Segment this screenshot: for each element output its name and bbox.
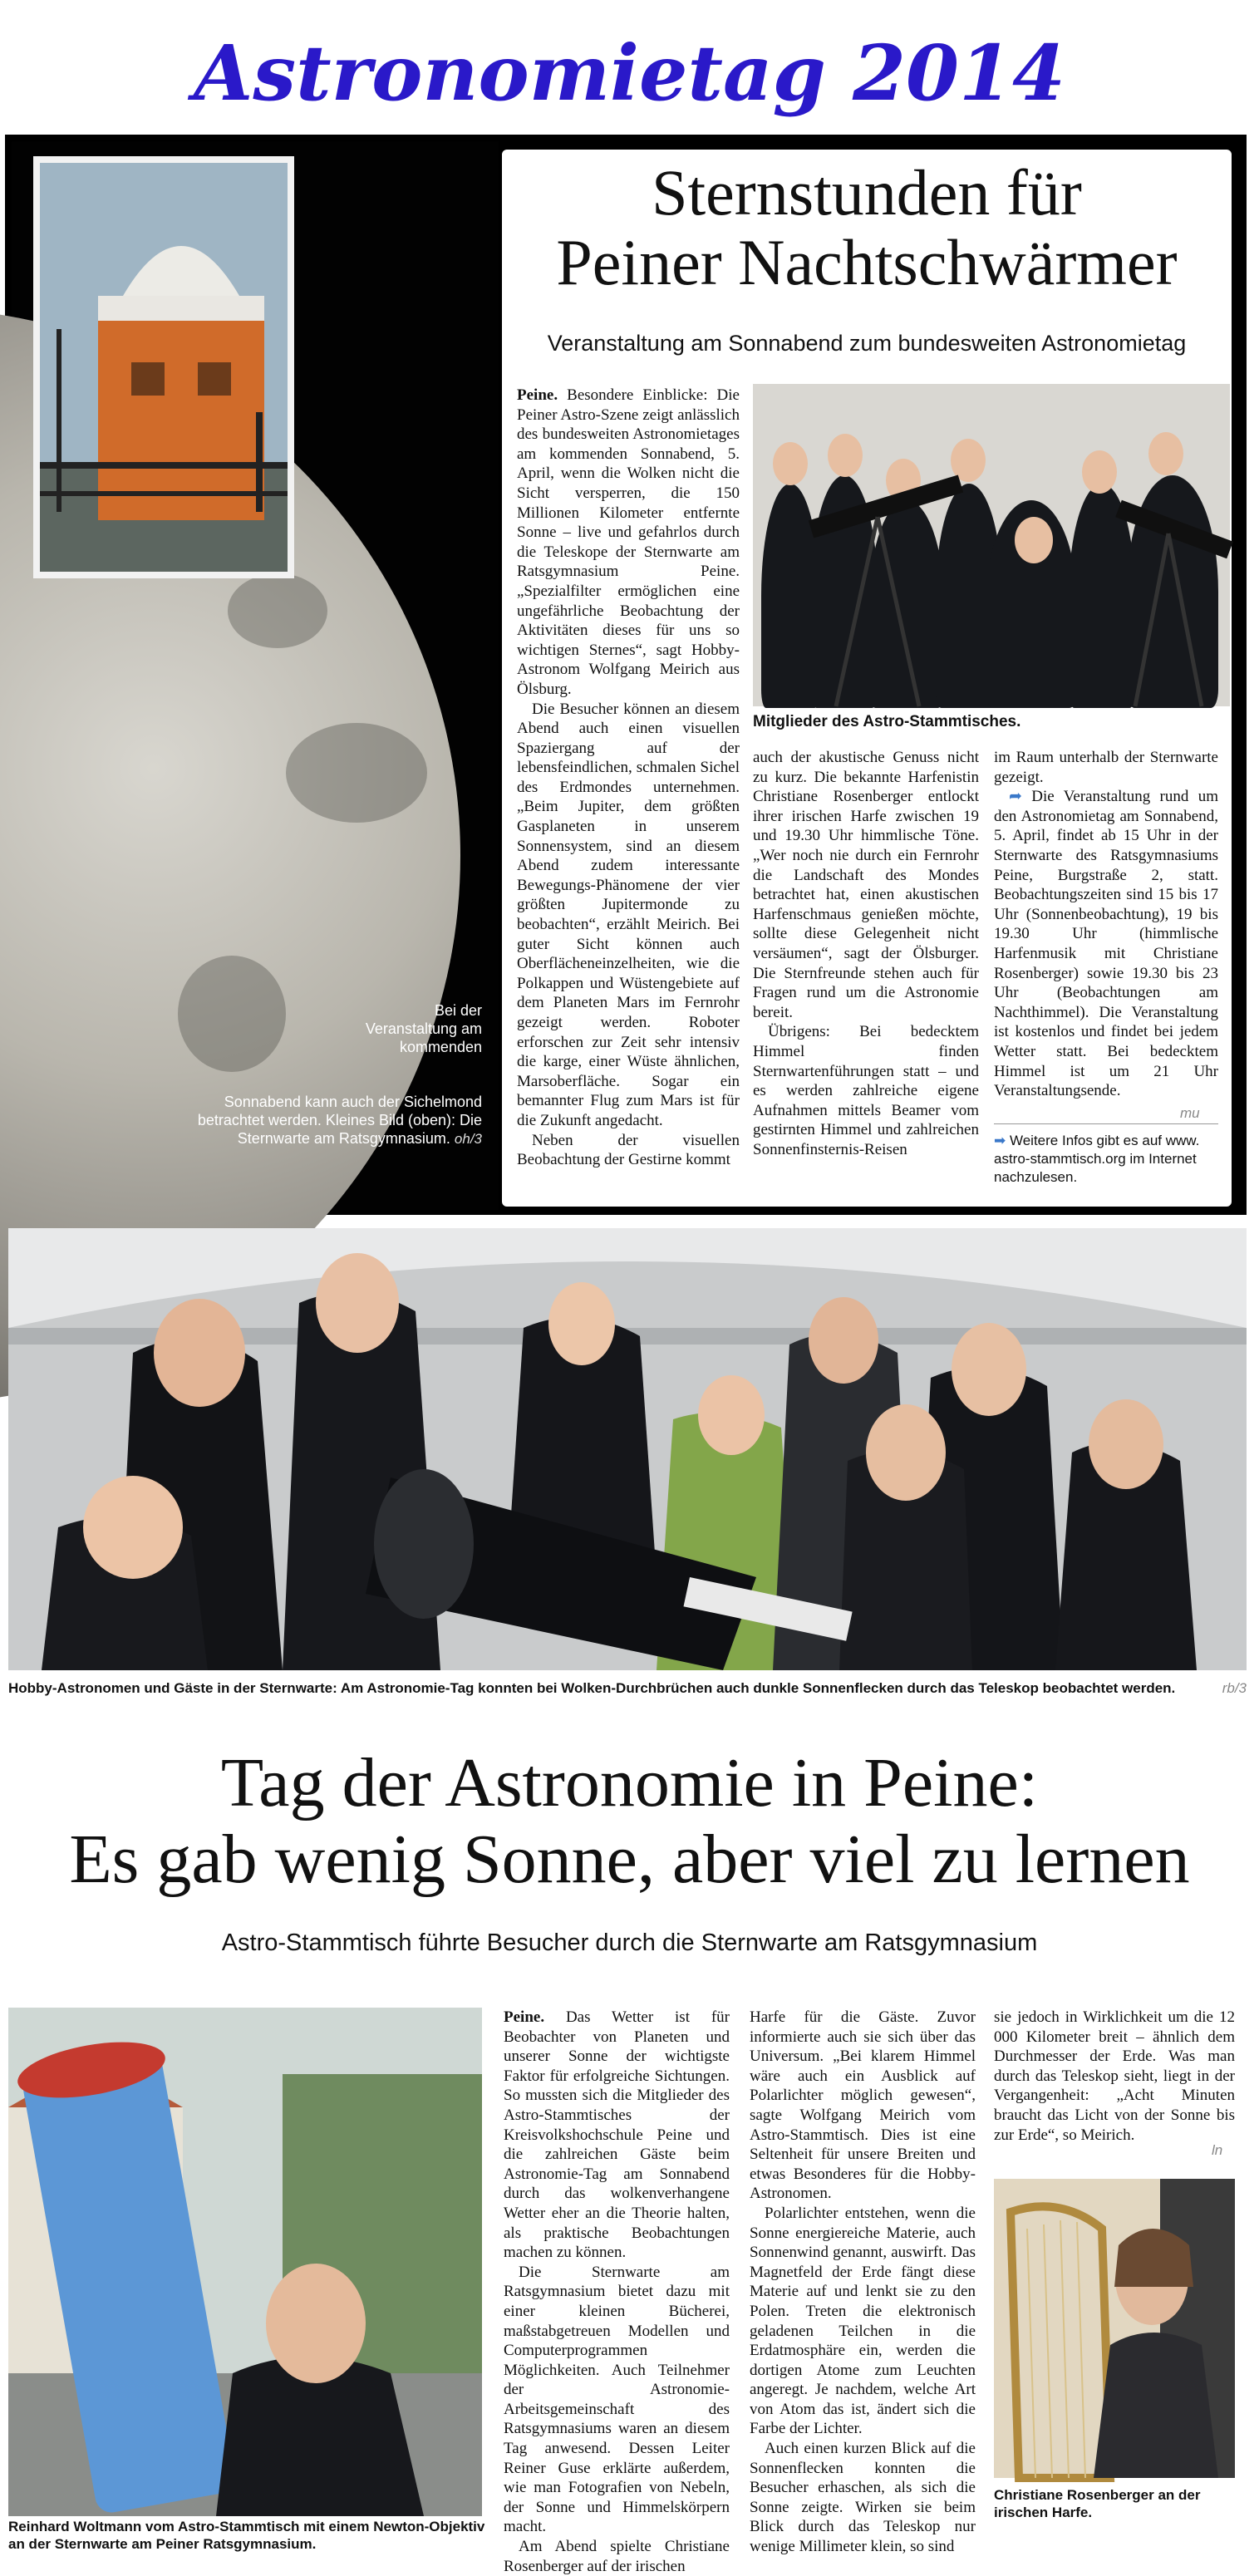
article2-sign: ln xyxy=(1212,2142,1223,2158)
moon-caption-bottom xyxy=(175,1093,482,1148)
article2-headline-line2: Es gab wenig Sonne, aber viel zu lernen xyxy=(69,1821,1190,1898)
article1-paragraph: Neben der visuellen Beobachtung der Gestirne kommt xyxy=(517,1131,740,1169)
paragraph-text: Besondere Einblicke: Die Peiner Astro-Szene zeigt anlässlich des bundesweiten Astronomietages am kommenden Sonnabend, 5. April, wenn die Wolken nicht die Sicht versperren, die 150 Millionen Kilometer entfernte Sonne – live und gefahrlos durch die Teleskope der Sternwarte am Ratsgymnasium Peine. „Spezialfilter ermöglichen eine ungefährliche Beobachtung der Aktivitäten dieses für uns so wichtigen Sternes“, sagt Hobby-Astronom Wolfgang Meirich aus Ölsburg. xyxy=(517,386,740,698)
article1-column-1 xyxy=(517,386,740,1200)
observatory-illustration xyxy=(40,163,288,572)
big-photo-credit: rb/3 xyxy=(1222,1680,1247,1696)
article2-column-2 xyxy=(750,2008,976,2556)
info-text: Weitere Infos gibt es auf www. xyxy=(1009,1133,1200,1148)
article1-headline xyxy=(502,158,1232,297)
info-line-1 xyxy=(994,1132,1232,1150)
article1-paragraph: Übrigens: Bei bedecktem Himmel finden Sternwartenführungen statt – und es werden zahlreiche eigene Aufnahmen mittels Beamer vom gestirnten Himmel und zahlreichen Sonnenfinsternis-Reisen xyxy=(753,1023,979,1158)
article1-paragraph: auch der akustische Genuss nicht zu kurz. Die bekannte Harfenistin Christiane Rosenberger entlockt ihrer irischen Harfe zwischen 19 und 19.30 Uhr himmlische Töne. „Wer noch nie durch ein Fernrohr die Landschaft des Mondes betrachtet hat, einen akustischen Harfenschmaus genießen möchte, sollte diese Gelegenheit nicht versäumen“, sagt der Ölsburger. Die Sternfreunde stehen auch für Fragen rund um die Astronomie bereit. xyxy=(753,749,979,1021)
moon-caption-text: Sonnabend kann auch der Sichelmond betrachtet werden. Kleines Bild (oben): Die Sternwarte am Ratsgymnasium. xyxy=(197,1094,482,1147)
article2-paragraph: Am Abend spielte Christiane Rosenberger auf der irischen xyxy=(504,2538,730,2575)
harp-photo-caption: Christiane Rosenberger an der irischen Harfe. xyxy=(994,2487,1201,2520)
info-line-3: nachzulesen. xyxy=(994,1169,1078,1185)
article1-subheadline: Veranstaltung am Sonnabend zum bundesweiten Astronomietag xyxy=(547,331,1187,356)
paragraph-text: Die Veranstaltung rund um den Astronomietag am Sonnabend, 5. April, findet ab 15 Uhr in der Sternwarte des Ratsgymnasiums Peine, Burgstraße 2, statt. Beobachtungszeiten sind 15 bis 17 Uhr (Sonnenbeobachtung), 19 bis 19.30 Uhr (himmlische Harfenmusik mit Christiane Rosenberger) sowie 19.30 bis 23 Uhr (Beobachtungen am Nachthimmel). Die Veranstaltung ist kostenlos und findet bei jedem Wetter statt. Bei bedecktem Himmel ist um 21 Uhr Veranstaltungsende. xyxy=(994,788,1219,1100)
article1-headline-line1: Sternstunden für xyxy=(652,156,1082,229)
moon-mare xyxy=(286,723,427,823)
observatory-group-photo xyxy=(8,1228,1247,1670)
info-box xyxy=(994,1132,1232,1187)
page-title: Astronomietag 2014 xyxy=(193,28,1066,118)
info-line-2: astro-stammtisch.org im Internet xyxy=(994,1151,1197,1167)
stammtisch-group-photo xyxy=(753,384,1230,706)
dateline: Peine. xyxy=(517,386,558,404)
article1-headline-line2: Peiner Nachtschwärmer xyxy=(556,226,1178,298)
moon-mare xyxy=(228,573,327,648)
article1-paragraph: Die Besucher können an diesem Abend auch einen visuellen Spaziergang auf der lebensfeindlichen, schmalen Sichel des Erdmondes unternehmen. „Beim Jupiter, dem größten Gasplaneten in unserem Sonnensystem, sind an diesem Abend zudem interessante Bewegungs-Phänomene der vier größten Jupitermonde zu beobachten“, erzählt Meirich. Bei guter Sicht können auch Oberflächeneinzelheiten, wie die Polkappen und Wüstengebiete auf dem Planeten Mars im Fernrohr gezeigt werden. Roboter erforschen zur Zeit sehr intensiv die karge, einer Wüste ähnlichen, Marsoberfläche. Sogar ein bemannter Flug zum Mars ist für die Zukunft angedacht. xyxy=(517,700,740,1129)
moon-caption-top: Bei der Veranstaltung am kommenden xyxy=(365,1002,482,1055)
article2-paragraph: Harfe für die Gäste. Zuvor informierte auch sie sich über das Universum. „Bei klarem Himmel wäre auch ein Ausblick auf Polarlichter möglich gewesen“, sagte Wolfgang Meirich vom Astro-Stammtisch. Dies ist eine Seltenheit für unsere Breiten und etwas Besonderes für die Hobby-Astronomen. xyxy=(750,2008,976,2203)
article1-column-3 xyxy=(994,748,1218,1105)
telescope-photo-caption: Reinhard Woltmann vom Astro-Stammtisch mit einem Newton-Objektiv an der Sternwarte am Peiner Ratsgymnasium. xyxy=(8,2519,485,2552)
article1-sign: mu xyxy=(1180,1105,1200,1121)
arrow-icon: ➦ xyxy=(1009,788,1022,806)
article1-column-2 xyxy=(753,748,979,1197)
article2-paragraph: Auch einen kurzen Blick auf die Sonnenflecken konnten die Besucher erhaschen, als sich die Sonne zeigte. Wirken sie beim Blick durch das Teleskop nur wenige Millimeter klein, so sind xyxy=(750,2440,976,2556)
info-divider xyxy=(994,1123,1218,1124)
article1-paragraph xyxy=(517,386,740,700)
telescope-illustration xyxy=(8,2008,482,2516)
article2-paragraph: sie jedoch in Wirklichkeit um die 12 000 Kilometer breit – ähnlich dem Durchmesser der Erde. Was man durch das Teleskop sieht, liegt in der Vergangenheit: „Acht Minuten braucht das Licht von der Sonne bis zur Erde“, so Meirich. xyxy=(994,2008,1235,2144)
harp-photo xyxy=(994,2179,1235,2478)
article2-column-1 xyxy=(504,2008,730,2575)
article2-paragraph xyxy=(504,2008,730,2263)
big-photo-caption xyxy=(8,1680,1247,1697)
article2-paragraph: Die Sternwarte am Ratsgymnasium bietet dazu mit einer kleinen Bücherei, maßstabgetreuen Modellen und Computerprogrammen Möglichkeiten. Auch Teilnehmer der Astronomie-Arbeitsgemeinschaft des Ratsgymnasiums waren an diesem Tag anwesend. Dessen Leiter Reiner Guse erklärte außerdem, wie man Fotografien von Nebeln, der Sonne und Himmelskörpern macht. xyxy=(504,2263,730,2536)
article2-paragraph: Polarlichter entstehen, wenn die Sonne energiereiche Materie, auch Sonnenwind genannt, auswirft. Das Magnetfeld der Erde fängt diese Materie auf und lenkt sie zu den Polen. Treten die elektronisch geladenen Teilchen in die Erdatmosphäre ein, werden die dortigen Atome zum Leuchten angeregt. Je nachdem, welche Art von Atom das ist, ändert sich die Farbe der Lichter. xyxy=(750,2204,976,2438)
article2-subheadline: Astro-Stammtisch führte Besucher durch die Sternwarte am Ratsgymnasium xyxy=(221,1930,1038,1956)
dateline: Peine. xyxy=(504,2008,545,2026)
telescopes-illustration xyxy=(753,384,1230,706)
article1-paragraph xyxy=(994,787,1218,1101)
arrow-right-icon: ➡ xyxy=(994,1133,1006,1148)
paragraph-text: Das Wetter ist für Beobachter von Planeten und unserer Sonne der wichtigste Faktor für erfolgreiche Sichtungen. So mussten sich die Mitglieder des Astro-Stammtisches der Kreisvolkshochschule Peine und die zahlreichen Gäste beim Astronomie-Tag am Sonnabend durch das wolkenverhangene Wetter eher an die Theorie halten, als praktische Beobachtungen machen zu können. xyxy=(504,2008,730,2262)
article1-paragraph: im Raum unterhalb der Sternwarte gezeigt. xyxy=(994,749,1218,786)
observatory-group-illustration xyxy=(8,1228,1247,1670)
article2-headline-line1: Tag der Astronomie in Peine: xyxy=(220,1744,1039,1821)
big-photo-caption-text: Hobby-Astronomen und Gäste in der Sternwarte: Am Astronomie-Tag konnten bei Wolken-Durchbrüchen auch dunkle Sonnenflecken durch das Teleskop beobachtet werden. xyxy=(8,1680,1176,1696)
harp-illustration xyxy=(994,2179,1235,2478)
telescope-photo xyxy=(8,2008,482,2516)
article2-column-3 xyxy=(994,2008,1235,2166)
article2-headline xyxy=(0,1745,1259,1898)
observatory-photo xyxy=(33,156,294,578)
moon-mare xyxy=(178,956,286,1072)
moon-credit: oh/3 xyxy=(454,1131,482,1147)
group-photo-caption: Mitglieder des Astro-Stammtisches. xyxy=(753,713,1021,730)
